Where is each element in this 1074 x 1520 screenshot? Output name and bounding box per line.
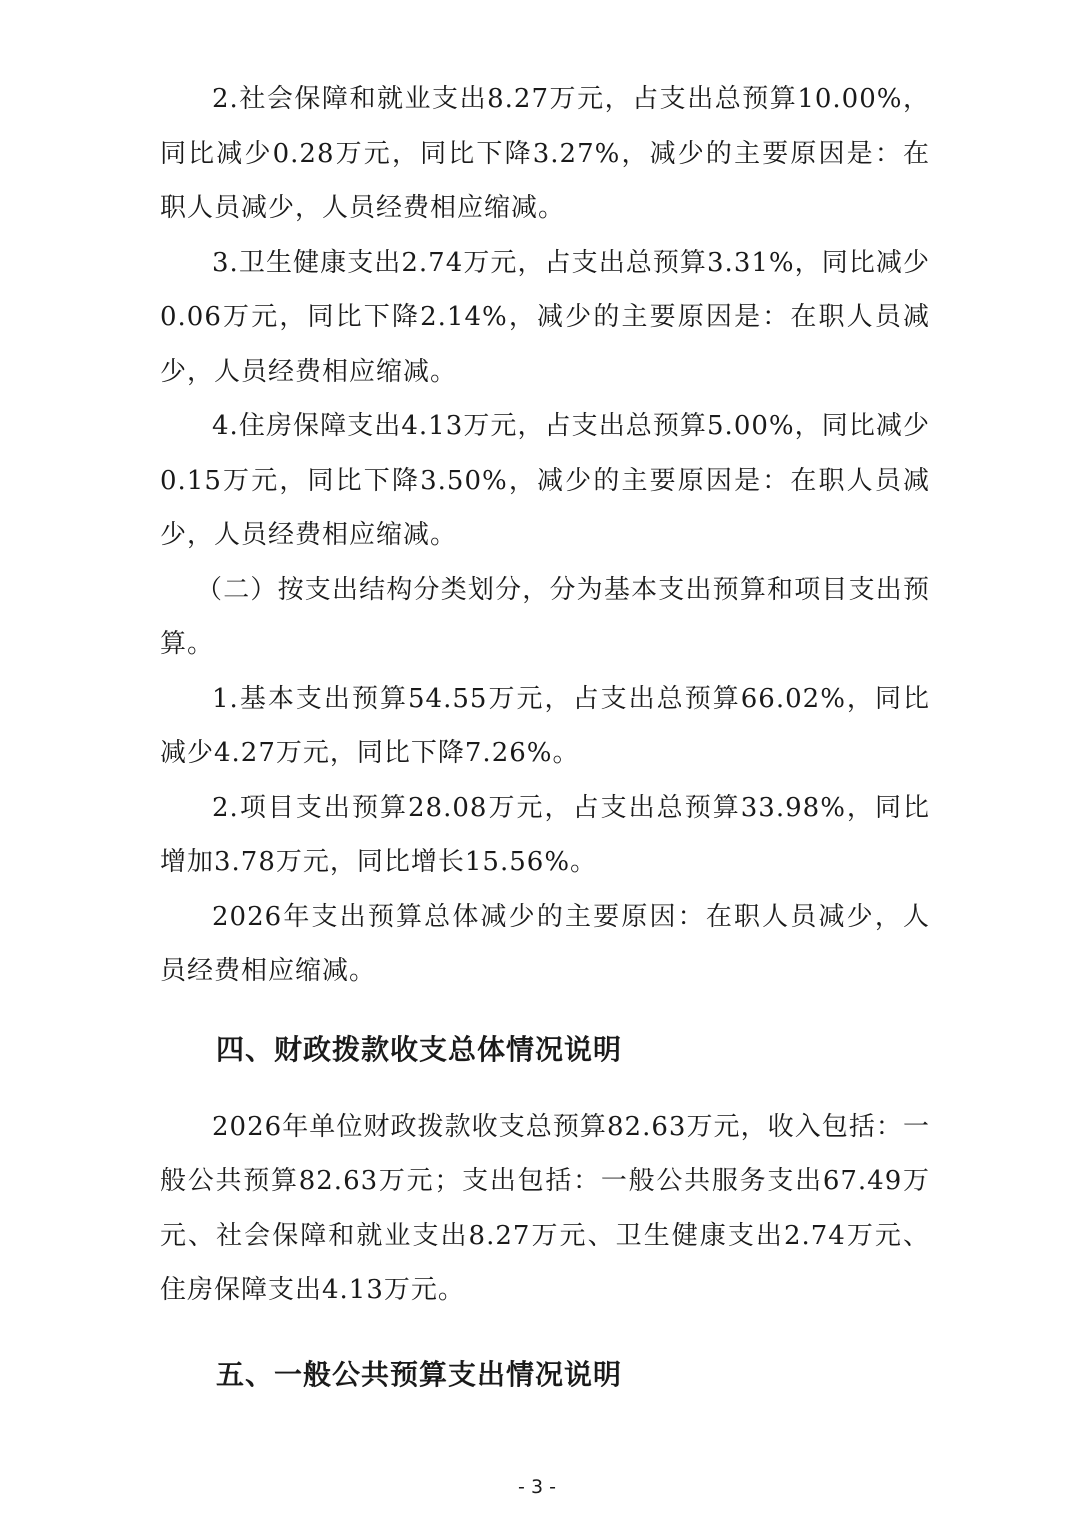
paragraph-health: 3.卫生健康支出2.74万元，占支出总预算3.31%，同比减少0.06万元，同比下降2.14%，减少的主要原因是：在职人员减少，人员经费相应缩减。 bbox=[160, 247, 930, 387]
paragraph-structure-classification: （二）按支出结构分类划分，分为基本支出预算和项目支出预算。 bbox=[160, 574, 930, 659]
paragraph-overall-reason: 2026年支出预算总体减少的主要原因：在职人员减少，人员经费相应缩减。 bbox=[160, 901, 930, 986]
section-heading-5: 五、一般公共预算支出情况说明 bbox=[216, 1357, 623, 1391]
paragraph-fiscal-allocation: 2026年单位财政拨款收支总预算82.63万元，收入包括：一般公共预算82.63万元；支出包括：一般公共服务支出67.49万元、社会保障和就业支出8.27万元、卫生健康支出2.74万元、住房保障支出4.13万元。 bbox=[160, 1111, 930, 1305]
paragraph-basic-expenditure: 1.基本支出预算54.55万元，占支出总预算66.02%，同比减少4.27万元，同比下降7.26%。 bbox=[160, 683, 930, 768]
page-number: - 3 - bbox=[518, 1476, 556, 1498]
document-body bbox=[160, 72, 930, 1425]
paragraph-project-expenditure: 2.项目支出预算28.08万元，占支出总预算33.98%，同比增加3.78万元，同比增长15.56%。 bbox=[160, 792, 930, 877]
paragraph-social-security: 2.社会保障和就业支出8.27万元，占支出总预算10.00%，同比减少0.28万元，同比下降3.27%，减少的主要原因是：在职人员减少，人员经费相应缩减。 bbox=[160, 84, 930, 223]
paragraph-housing: 4.住房保障支出4.13万元，占支出总预算5.00%，同比减少0.15万元，同比下降3.50%，减少的主要原因是：在职人员减少，人员经费相应缩减。 bbox=[160, 411, 930, 550]
section-heading-4: 四、财政拨款收支总体情况说明 bbox=[216, 1032, 623, 1066]
